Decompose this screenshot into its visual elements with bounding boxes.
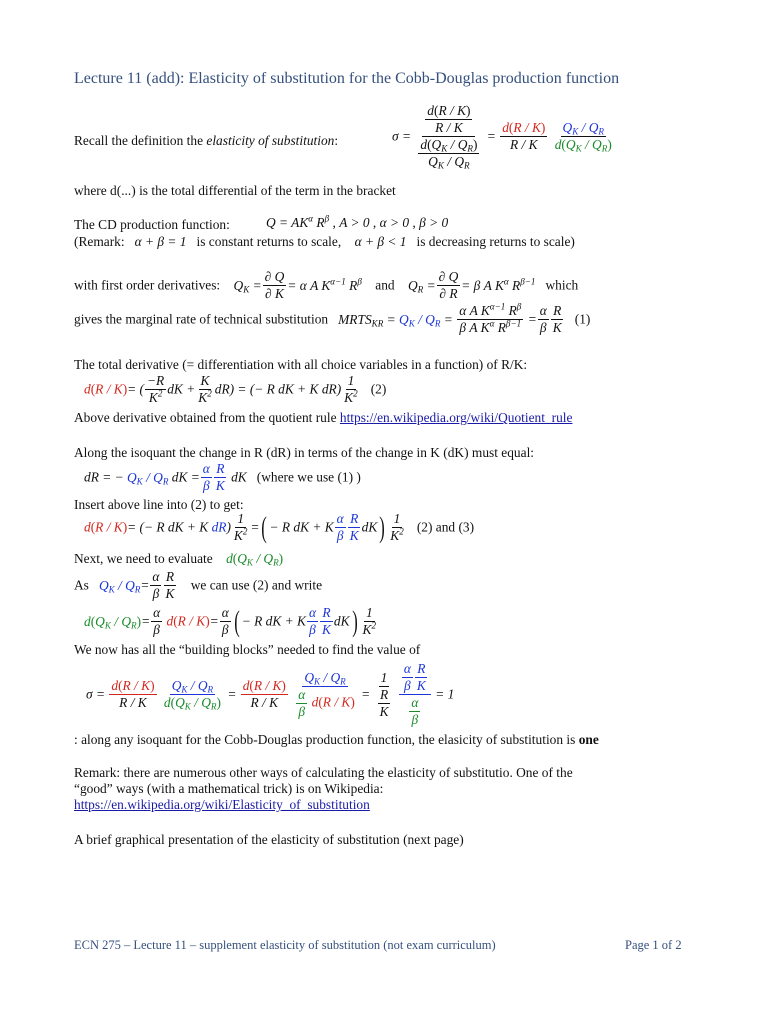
isoquant-text: Along the isoquant the change in R (dR) in terms of the change in K (dK) must equal: (74, 445, 535, 460)
remark-line-2: “good” ways (with a mathematical trick) is on Wikipedia: (74, 781, 384, 796)
sigma-definition-equation: σ = $\frac{\frac{d(R / K)}{R / K}}{\frac{d(Q_K / Q_R)}{Q_K / Q_R}}$ = $\frac{d(R / K)}{R / K}$ $\frac{Q_K / Q_R}{d(Q_K / Q_R)}$ (392, 103, 612, 171)
cd-function-equation: $Q = AK^\alpha$ $R^\beta$ , A > 0 , α > 0 , β > 0 (266, 213, 449, 230)
isoquant-equation: dR = − $Q_K / Q_R$ dK = $\frac{\alpha}{\beta}$ $\frac{R}{K}$ dK (where we use (1) ) (84, 461, 361, 494)
elasticity-wikipedia-link[interactable]: https://en.wikipedia.org/wiki/Elasticity_of_substitution (74, 797, 370, 812)
as-line: As $Q_K / Q_R=$ $\frac{\alpha}{\beta}$ $\frac{R}{K}$ we can use (2) and write (74, 569, 323, 602)
page-title: Lecture 11 (add): Elasticity of substitution for the Cobb-Douglas production function (74, 70, 620, 87)
equation-3: d(R / K)= (− R dK + K dR) $\frac{1}{K^2}$ =( − R dK + K $\frac{\alpha}{\beta}$ $\frac{R}{K}$ dK) $\frac{1}{K^2}$ (2) and (3) (84, 510, 475, 544)
footer-page-number: Page 1 of 2 (625, 938, 682, 952)
equation-2: d(R / K)= ( $\frac{-R}{K^2}$ dK + $\frac{K}{K^2}$ dR) = (− R dK + K dR) $\frac{1}{K^2}$ (2) (84, 373, 387, 406)
qk-qr-differential-equation: $d(Q_K / Q_R)=$ $\frac{\alpha}{\beta}$ d(R / K)= $\frac{\alpha}{\beta}$ ( − R dK + K $\frac{\alpha}{\beta}$ $\frac{R}{K}$ dK) $\frac{1}{K^2}$ (84, 604, 377, 638)
first-order-derivatives: with first order derivatives: $Q_K$ = $\frac{\partial Q}{\partial K}$ = α A $K^{\alpha-1}$ $R^\beta$ and $Q_R$ = $\frac{\partial Q}{\partial R}$ = β A $K^\alpha$ $R^{\beta-1}$ which (74, 269, 579, 302)
returns-to-scale-remark: (Remark: α + β = 1 is constant returns to scale, α + β < 1 is decreasing returns to scale) (74, 234, 575, 249)
mrts-line: gives the marginal rate of technical substitution $MRTS_{KR} = Q_K / Q_R$ = $\frac{\alpha A K^{\alpha-1} R^\beta}{\beta A K^\alpha R^{\beta-1}}$ = $\frac{\alpha}{\beta}$ $\frac{R}{K}$ (1) (74, 301, 591, 336)
footer-course: ECN 275 – Lecture 11 – supplement elasticity of substitution (not exam curriculum) (74, 938, 496, 952)
quotient-rule-line: Above derivative obtained from the quotient rule https://en.wikipedia.org/wiki/Quotient_rule (74, 410, 573, 425)
next-evaluate-text: Next, we need to evaluate $d(Q_K / Q_R)$ (74, 551, 284, 568)
total-derivative-text: The total derivative (= differentiation with all choice variables in a function) of R/K: (74, 357, 528, 372)
remark-line-1: Remark: there are numerous other ways of calculating the elasticity of substitutio. One of the (74, 765, 573, 780)
quotient-rule-link[interactable]: https://en.wikipedia.org/wiki/Quotient_rule (339, 410, 573, 425)
conclusion-text: : along any isoquant for the Cobb-Douglas production function, the elasicity of substitution is one (74, 732, 599, 747)
insert-text: Insert above line into (2) to get: (74, 497, 244, 512)
sigma-result-equation: σ = $\frac{d(R / K)}{R / K}$ $\frac{Q_K / Q_R}{d(Q_K / Q_R)}$ = $\frac{d(R / K)}{R / K}$ $Q_K / Q_R$ $\frac{\alpha}{\beta}$ d(R / K) = $\frac{1}{\frac{R}{K}}$ $\frac{\alpha}{\beta}$ $\frac{R}{K}$ $\frac{\alpha}{\beta}$ = 1 (86, 661, 455, 728)
brief-presentation-text: A brief graphical presentation of the elasticity of substitution (next page) (74, 832, 464, 847)
cd-function-label: The CD production function: (74, 217, 230, 232)
differential-note: where d(...) is the total differential of the term in the bracket (74, 183, 396, 198)
building-blocks-text: We now has all the “building blocks” needed to find the value of (74, 642, 421, 657)
recall-definition-text: Recall the definition the elasticity of substitution: (74, 133, 339, 148)
